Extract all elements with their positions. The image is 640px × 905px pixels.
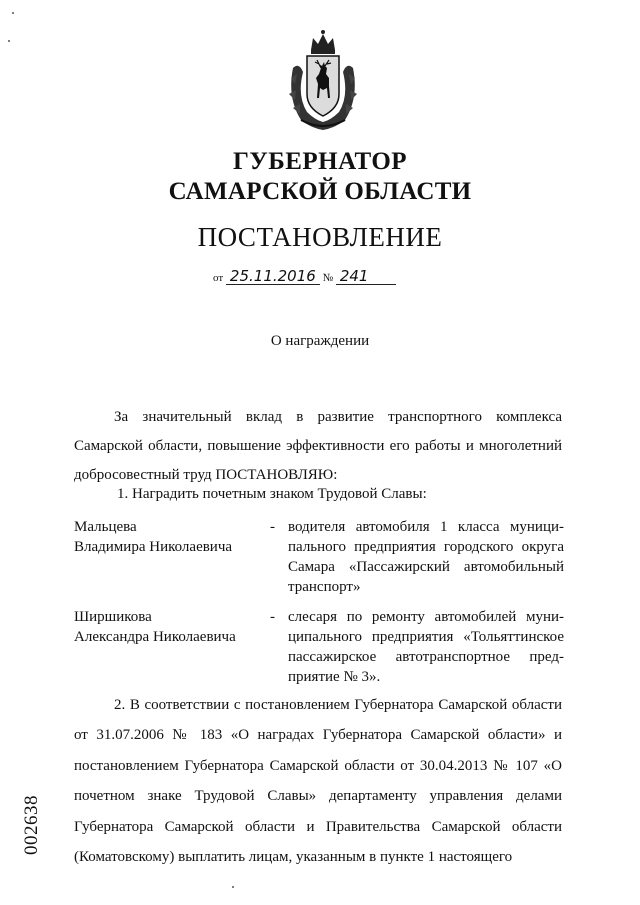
- scan-speck: [232, 886, 234, 888]
- awardee-description: слесаря по ремонту автомобилей муни-ципального предприятия «Тольяттинское пассажирское автотранспортное пред-приятие № 3».: [288, 609, 564, 685]
- registration-number: 002638: [21, 795, 42, 855]
- scan-speck: [8, 40, 10, 42]
- document-subject: О награждении: [270, 333, 370, 349]
- header-title-region: САМАРСКОЙ ОБЛАСТИ: [168, 178, 472, 205]
- item-2-paragraph: 2. В соответствии с постановлением Губернатора Самарской области от 31.07.2006 № 183 «О наградах Губернатора Самарской области» и постановлением Губернатора Самарской области от 30.04.2013 № 107 «О почетном знаке Трудовой Славы» департаменту управления делами Губернатора Самарской области и Правительства Самарской области (Коматовскому) выплатить лицам, указанным в пункте 1 настоящего: [74, 697, 562, 866]
- awardee-name: [74, 517, 254, 557]
- preamble-paragraph: За значительный вклад в развитие транспортного комплекса Самарской области, повышение эффективности его работы и многолетний добросовестный труд ПОСТАНОВЛЯЮ:: [74, 409, 562, 483]
- item-1-heading: 1. Наградить почетным знаком Трудовой Славы:: [117, 486, 427, 502]
- awardee-entry: [74, 517, 564, 597]
- number-label: №: [322, 272, 334, 284]
- header-title-governor: ГУБЕРНАТОР: [232, 148, 408, 175]
- awardee-given-names: Владимира Николаевича: [74, 539, 233, 555]
- date-number-line: [213, 268, 396, 285]
- registration-stamp: [14, 775, 50, 875]
- entry-dash: -: [270, 609, 275, 625]
- samara-coat-of-arms-icon: [283, 28, 363, 132]
- awardee-entry: [74, 607, 564, 687]
- awardee-description: водителя автомобиля 1 класса муници-пального предприятия городского округа Самара «Пассажирский автомобильный транспорт»: [288, 519, 564, 595]
- awardee-surname: Ширшикова: [74, 609, 152, 625]
- handwritten-number: 241: [336, 268, 396, 285]
- awardee-name: [74, 607, 254, 647]
- date-label: от: [213, 272, 224, 284]
- document-type: ПОСТАНОВЛЕНИЕ: [197, 222, 443, 252]
- scan-speck: [12, 12, 14, 14]
- handwritten-date: 25.11.2016: [226, 268, 320, 285]
- entry-dash: -: [270, 519, 275, 535]
- awardee-surname: Мальцева: [74, 519, 137, 535]
- awardee-given-names: Александра Николаевича: [74, 629, 236, 645]
